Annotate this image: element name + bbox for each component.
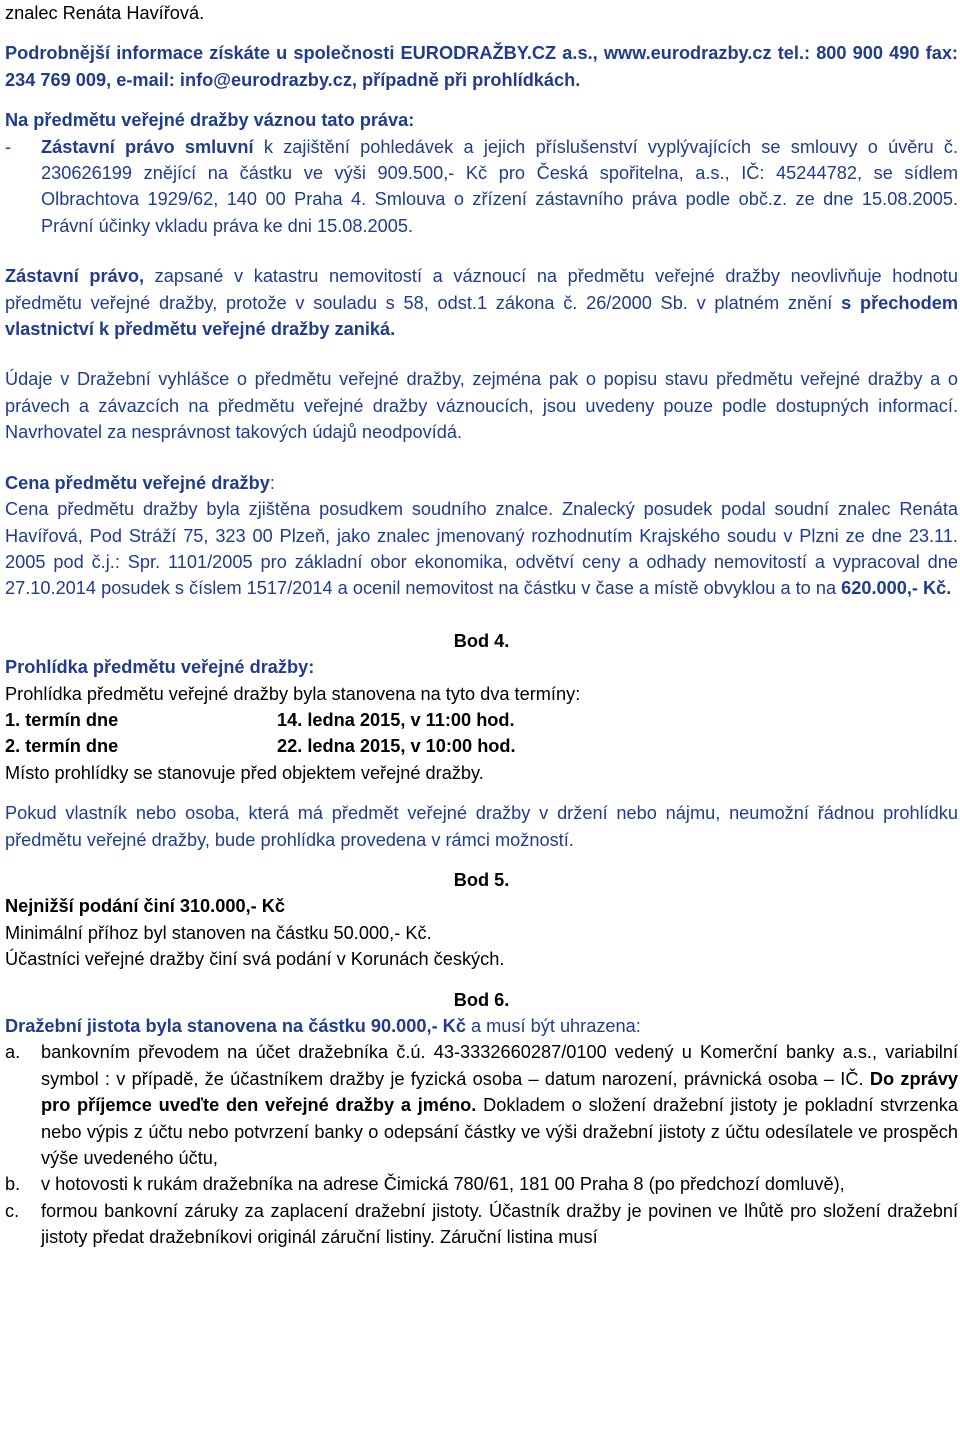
price-text [5, 496, 958, 602]
bid-currency: Účastníci veřejné dražby činí svá podání v Korunách českých. [5, 949, 505, 970]
payment-option-b [5, 1171, 958, 1197]
payment-option-c [5, 1198, 958, 1251]
encumbrance-heading: Na předmětu veřejné dražby váznou tato práva: [5, 110, 415, 131]
option-a-bold: Do zprávy pro příjemce uveďte den veřejné dražby a jméno. [41, 1068, 958, 1116]
deposit-amount: Dražební jistota byla stanovena na částku 90.000,- Kč [5, 1016, 466, 1036]
option-a-text-2: Dokladem o složení dražební jistoty je pokladní stvrzenka nebo výpis z účtu nebo potvrzení banky o odepsání částky ve výši dražební jistoty z účtu odesílatele ve prospěch výše uvedeného účtu, [41, 1095, 958, 1169]
lowest-bid: Nejnižší podání činí 310.000,- Kč [5, 896, 285, 917]
price-heading [5, 470, 958, 496]
dash-marker: - [5, 136, 12, 157]
encumbrance-item [5, 134, 958, 240]
bod4-intro: Prohlídka předmětu veřejné dražby byla stanovena na tyto dva termíny: [5, 683, 581, 704]
min-increment: Minimální příhoz byl stanoven na částku 50.000,- Kč. [5, 922, 432, 943]
price-amount: 620.000,- Kč. [841, 578, 952, 599]
bod4-title: Bod 4. [453, 630, 510, 651]
bod6-title: Bod 6. [453, 989, 510, 1010]
term2-label: 2. termín dne [5, 736, 119, 757]
option-b-marker: b. [5, 1174, 21, 1195]
term1-value: 14. ledna 2015, v 11:00 hod. [277, 709, 515, 730]
bod4-note: Pokud vlastník nebo osoba, která má předmět veřejné dražby v držení nebo nájmu, neumožní řádnou prohlídku předmětu veřejné dražby, bude prohlídka provedena v rámci možností. [5, 803, 958, 850]
lien-detail: k zajištění pohledávek a jejich příslušenství vyplývajících se smlouvy o úvěru č. 230626199 znějící na částku ve výši 909.500,- Kč pro Česká spořitelna, a.s., IČ: 45244782, se sídlem Olbrachtova 1929/62, 140 00 Praha 4. Smlouva o zřízení zástavního práva podle obč.z. ze dne 15.08.2005. Právní účinky vkladu práva ke dni 15.08.2005. [41, 136, 958, 236]
option-b-text: v hotovosti k rukám dražebníka na adrese Čimická 780/61, 181 00 Praha 8 (po předchozí domluvě), [41, 1174, 845, 1195]
payment-option-a [5, 1039, 958, 1171]
price-heading-text: Cena předmětu veřejné dražby [5, 472, 270, 493]
price-heading-colon: : [269, 472, 275, 493]
price-body: Cena předmětu dražby byla zjištěna posudkem soudního znalce. Znalecký posudek podal soudní znalec Renáta Havířová, Pod Stráží 75, 323 00 Plzeň, jako znalec jmenovaný rozhodnutím Krajského soudu v Plzni ze dne 23.11. 2005 pod č.j.: Spr. 1101/2005 pro základní obor ekonomika, odvětví ceny a odhady nemovitostí a vypracoval dne 27.10.2014 posudek s číslem 1517/2014 a ocenil nemovitost na částku v čase a místě obvyklou a to na [5, 499, 958, 599]
lien-note-start: Zástavní právo, [5, 266, 144, 287]
bod5-title: Bod 5. [453, 869, 510, 890]
bod4-place: Místo prohlídky se stanovuje před objektem veřejné dražby. [5, 762, 484, 783]
contact-info: Podrobnější informace získáte u společnosti EURODRAŽBY.CZ a.s., www.eurodrazby.cz tel.: 800 900 490 fax: 234 769 009, e-mail: info@eurodrazby.cz, případně při prohlídkách. [5, 43, 958, 90]
disclaimer: Údaje v Dražební vyhlášce o předmětu veřejné dražby, zejména pak o popisu stavu předmětu veřejné dražby a o právech a závazcích na předmětu veřejné dražby váznoucích, jsou uvedeny pouze podle dostupných informací. Navrhovatel za nesprávnost takových údajů neodpovídá. [5, 369, 958, 443]
option-c-text: formou bankovní záruky za zaplacení dražební jistoty. Účastník dražby je povinen ve lhůtě pro složení dražební jistoty předat dražebníkovi originál záruční listiny. Záruční listina musí [41, 1200, 958, 1248]
lien-note [5, 263, 958, 342]
deposit-line [5, 1013, 958, 1039]
intro-line: znalec Renáta Havířová. [5, 3, 205, 23]
deposit-rest: a musí být uhrazena: [465, 1016, 641, 1036]
term1-row [5, 707, 958, 733]
bod4-heading: Prohlídka předmětu veřejné dražby: [5, 657, 315, 678]
option-a-text: bankovním převodem na účet dražebníka č.ú. 43-3332660287/0100 vedený u Komerční banky a.s., variabilní symbol : v případě, že účastníkem dražby je fyzická osoba – datum narození, právnická osoba – IČ. [41, 1042, 958, 1089]
option-a-marker: a. [5, 1042, 21, 1063]
lien-type: Zástavní právo smluvní [41, 136, 254, 157]
lien-note-end: s přechodem vlastnictví k předmětu veřejné dražby zaniká. [5, 292, 958, 340]
option-c-marker: c. [5, 1200, 20, 1221]
lien-note-text: zapsané v katastru nemovitostí a váznoucí na předmětu veřejné dražby neovlivňuje hodnotu předmětu veřejné dražby, protože v souladu s 58, odst.1 zákona č. 26/2000 Sb. v platném znění [5, 266, 958, 313]
term2-value: 22. ledna 2015, v 10:00 hod. [277, 736, 516, 757]
term2-row [5, 733, 958, 759]
term1-label: 1. termín dne [5, 709, 119, 730]
